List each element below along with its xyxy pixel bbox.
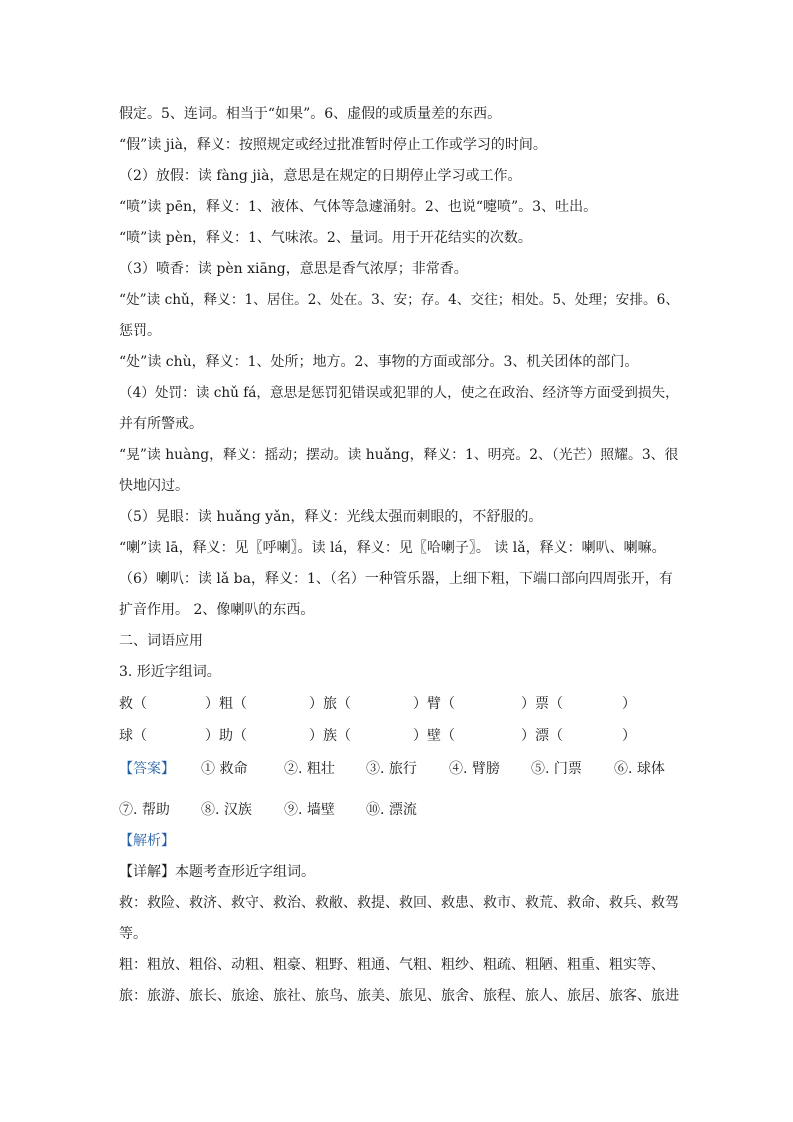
answer-item: ⑤. 门票: [531, 761, 582, 777]
question-char: ）助（: [205, 728, 247, 744]
question-char: ）: [622, 696, 636, 712]
question-title: 3. 形近字组词。: [119, 664, 221, 680]
question-row: [119, 694, 679, 714]
question-char: ）旅（: [309, 696, 351, 712]
text-line: 扩音作用。 2、像喇叭的东西。: [119, 602, 315, 618]
section-heading: 二、词语应用: [119, 633, 203, 649]
text-line: 旅：旅游、旅长、旅途、旅社、旅鸟、旅美、旅见、旅舍、旅程、旅人、旅居、旅客、旅进: [119, 988, 679, 1004]
question-char: ）族（: [309, 728, 351, 744]
answer-item: ⑩. 漂流: [366, 802, 417, 818]
question-char: ）臂（: [413, 696, 455, 712]
text-line: “喇”读 lā，释义：见〖呼喇〗。读 lá，释义：见〖哈喇子〗。 读 lǎ，释义：喇叭、喇嘛。: [119, 540, 666, 556]
text-line: （2）放假：读 fàng jià，意思是在规定的日期停止学习或工作。: [119, 168, 522, 184]
question-char: ）粗（: [205, 696, 247, 712]
question-char: ）: [622, 728, 636, 744]
text-line: 并有所警戒。: [119, 416, 203, 432]
answer-item: ⑥. 球体: [614, 761, 665, 777]
text-line: （4）处罚：读 chǔ fá，意思是惩罚犯错误或犯罪的人，使之在政治、经济等方面受到损失，: [119, 385, 679, 401]
text-line: 等。: [119, 926, 147, 942]
answer-item: ⑧. 汉族: [201, 802, 252, 818]
answer-item: ③. 旅行: [366, 761, 417, 777]
question-char: 救（: [119, 696, 147, 712]
text-line: “喷”读 pèn，释义：1、气味浓。2、量词。用于开花结实的次数。: [119, 230, 532, 246]
question-row: [119, 726, 679, 746]
text-line: 救：救险、救济、救守、救治、救敝、救提、救回、救患、救市、救荒、救命、救兵、救驾: [119, 895, 679, 911]
text-line: “处”读 chù，释义：1、处所；地方。2、事物的方面或部分。3、机关团体的部门。: [119, 354, 639, 370]
question-char: ）票（: [521, 696, 563, 712]
text-line: （6）喇叭：读 lǎ ba，释义：1、（名）一种管乐器，上细下粗，下端口部向四周张开，有: [119, 571, 673, 587]
answer-item: ⑦. 帮助: [119, 802, 170, 818]
answer-item: ① 救命: [201, 761, 248, 777]
text-line: “假”读 jià，释义：按照规定或经过批准暂时停止工作或学习的时间。: [119, 137, 547, 153]
text-line: 快地闪过。: [119, 478, 189, 494]
text-line: 假定。5、连词。相当于“如果”。6、虚假的或质量差的东西。: [119, 106, 502, 122]
question-char: 球（: [119, 728, 147, 744]
detail-label: 【详解】: [119, 864, 175, 880]
answer-item: ④. 臂膀: [449, 761, 500, 777]
answer-item: ②. 粗壮: [284, 761, 335, 777]
question-char: ）漂（: [521, 728, 563, 744]
text-line: （5）晃眼：读 huǎng yǎn，释义：光线太强而刺眼的，不舒服的。: [119, 509, 543, 525]
answer-label: 【答案】: [119, 761, 175, 777]
text-line: 粗：粗放、粗俗、动粗、粗豪、粗野、粗通、气粗、粗纱、粗疏、粗陋、粗重、粗实等、: [119, 957, 665, 973]
question-char: ）壁（: [413, 728, 455, 744]
analysis-label: 【解析】: [119, 833, 175, 849]
text-line: （3）喷香：读 pèn xiāng，意思是香气浓厚；非常香。: [119, 261, 468, 277]
answer-item: ⑨. 墙壁: [284, 802, 335, 818]
text-line: “喷”读 pēn，释义：1、液体、气体等急遽涌射。2、也说“嚏喷”。3、吐出。: [119, 199, 598, 215]
text-line: 惩罚。: [119, 323, 161, 339]
detail-line: [119, 862, 679, 882]
text-line: “晃”读 huàng，释义：摇动；摆动。读 huǎng，释义：1、明亮。2、（光芒）照耀。3、很: [119, 447, 679, 463]
detail-text: 本题考查形近字组词。: [175, 864, 315, 880]
text-line: “处”读 chǔ，释义：1、居住。2、处在。3、安；存。4、交往；相处。5、处理；安排。6、: [119, 292, 679, 308]
